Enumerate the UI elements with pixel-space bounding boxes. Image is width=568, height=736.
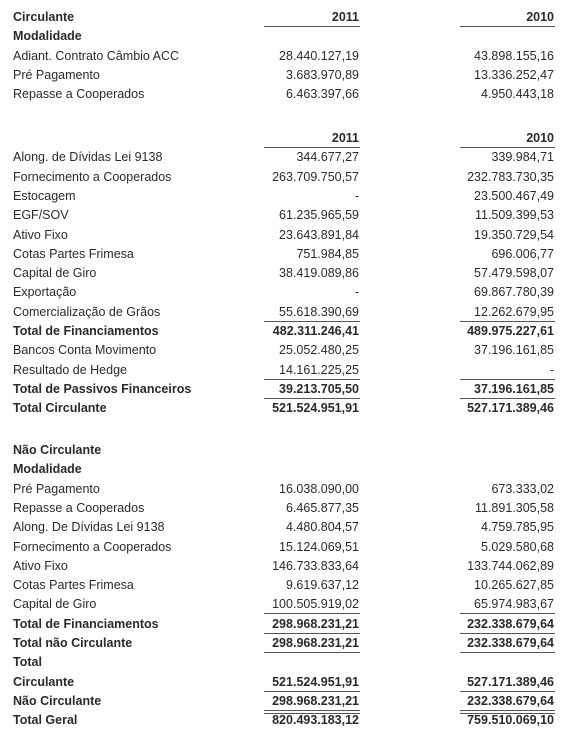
header-row: [0, 8, 568, 27]
table-row: [0, 187, 568, 206]
value-2010: 12.262.679,95: [474, 304, 554, 319]
value-2010: 4.759.785,95: [481, 520, 554, 535]
value-2011: 39.213.705,50: [279, 381, 359, 396]
value-2010: 696.006,77: [491, 246, 554, 261]
value-2010: 11.891.305,58: [474, 500, 554, 515]
row-label: Resultado de Hedge: [13, 362, 127, 377]
row-label: Não Circulante: [13, 693, 102, 708]
row-label: Along. de Dívidas Lei 9138: [13, 150, 163, 165]
value-2011: 16.038.090,00: [279, 481, 359, 496]
table-row: [0, 595, 568, 614]
table-row: [0, 361, 568, 380]
row-label: Cotas Partes Frimesa: [13, 578, 134, 593]
value-2011: 298.968.231,21: [272, 616, 359, 631]
value-2010: 13.336.252,47: [474, 67, 554, 82]
row-label: Fornecimento a Cooperados: [13, 169, 172, 184]
table-row: [0, 264, 568, 283]
table-row: [0, 538, 568, 557]
row-label: Pré Pagamento: [13, 67, 100, 82]
value-2011: 482.311.246,41: [272, 324, 359, 338]
value-2010: 57.479.598,07: [474, 266, 554, 281]
value-2011: 521.524.951,91: [272, 401, 359, 416]
row-label: Along. De Dívidas Lei 9138: [13, 520, 165, 535]
row-label: Adiant. Contrato Câmbio ACC: [13, 48, 180, 63]
table-row: [0, 47, 568, 66]
table-row: [0, 441, 568, 460]
table-row: [0, 673, 568, 692]
value-2011: 263.709.750,57: [272, 169, 359, 184]
table-row: [0, 557, 568, 576]
value-2011: 9.619.637,12: [286, 578, 359, 593]
table-row: [0, 711, 568, 730]
table-row: [0, 148, 568, 167]
value-2010: 133.744.062,89: [467, 558, 554, 573]
row-label: EGF/SOV: [13, 208, 69, 223]
table-row: [0, 226, 568, 245]
table-row: [0, 341, 568, 360]
table-row: [0, 380, 568, 399]
table-row: [0, 168, 568, 187]
value-2011: -: [354, 188, 359, 203]
value-2011: 55.618.390,69: [279, 304, 359, 319]
row-label: Modalidade: [13, 462, 82, 477]
row-label: Circulante: [13, 10, 75, 24]
value-2011: 298.968.231,21: [272, 636, 359, 650]
value-2011: 298.968.231,21: [272, 693, 359, 708]
value-2011: 3.683.970,89: [286, 67, 359, 82]
value-2010: 5.029.580,68: [481, 539, 554, 554]
value-2011: 28.440.127,19: [279, 48, 359, 63]
table-row: [0, 653, 568, 672]
value-2011: -: [354, 285, 359, 300]
row-label: Total de Passivos Financeiros: [13, 381, 192, 396]
value-2010: 4.950.443,18: [481, 87, 554, 102]
value-2010: 69.867.780,39: [474, 285, 554, 300]
row-label: Total não Circulante: [13, 636, 133, 650]
table-row: [0, 283, 568, 302]
table-row: [0, 322, 568, 341]
table-row: [0, 460, 568, 479]
row-label: Total: [13, 655, 42, 670]
row-label: Cotas Partes Frimesa: [13, 246, 134, 261]
value-2010: 673.333,02: [491, 481, 554, 496]
table-row: [0, 615, 568, 634]
table-row: [0, 692, 568, 711]
value-2011: 820.493.183,12: [272, 713, 359, 728]
table-row: [0, 66, 568, 85]
value-2010: 232.338.679,64: [467, 616, 554, 631]
value-2010: 232.783.730,35: [467, 169, 554, 184]
value-2010: 37.196.161,85: [474, 343, 554, 358]
value-2011: 344.677,27: [296, 150, 359, 165]
row-label: Ativo Fixo: [13, 227, 68, 242]
table-row: [0, 399, 568, 418]
row-label: Capital de Giro: [13, 597, 97, 612]
row-label: Total de Financiamentos: [13, 616, 159, 631]
value-2011: 25.052.480,25: [279, 343, 359, 358]
value-2010: 43.898.155,16: [474, 48, 554, 63]
header-row: [0, 129, 568, 148]
row-label: Bancos Conta Movimento: [13, 343, 157, 358]
row-label: Exportação: [13, 285, 77, 300]
value-2010: 19.350.729,54: [474, 227, 554, 242]
row-label: Repasse a Cooperados: [13, 500, 145, 515]
row-label: Total Circulante: [13, 401, 107, 416]
row-label: Estocagem: [13, 188, 76, 203]
value-2011: 100.505.919,02: [272, 597, 359, 612]
value-2010: 339.984,71: [491, 150, 554, 165]
row-label: Total de Financiamentos: [13, 324, 159, 338]
row-label: Modalidade: [13, 29, 82, 44]
value-2011: 146.733.833,64: [272, 558, 359, 573]
value-2010: 527.171.389,46: [467, 674, 554, 689]
row-label: Capital de Giro: [13, 266, 97, 281]
row-label: Total Geral: [13, 713, 78, 728]
value-2011: 15.124.069,51: [279, 539, 359, 554]
value-2010: 232.338.679,64: [467, 636, 554, 650]
table-row: [0, 634, 568, 653]
row-label: Não Circulante: [13, 443, 102, 457]
table-row: [0, 576, 568, 595]
value-2011: 751.984,85: [296, 246, 359, 261]
value-2010: 23.500.467,49: [474, 188, 554, 203]
row-label: Comercialização de Grãos: [13, 304, 161, 319]
value-2010: 11.509.399,53: [474, 208, 554, 223]
row-label: Pré Pagamento: [13, 481, 100, 496]
value-2011: 521.524.951,91: [272, 674, 359, 689]
table-row: [0, 85, 568, 104]
value-2011: 6.463.397,66: [286, 87, 359, 102]
value-2011: 38.419.089,86: [279, 266, 359, 281]
value-2010: 489.975.227,61: [467, 324, 554, 338]
value-2011: 6.465.877,35: [286, 500, 359, 515]
table-row: [0, 245, 568, 264]
value-2011: 14.161.225,25: [279, 362, 359, 377]
row-label: Repasse a Cooperados: [13, 87, 145, 102]
value-2011: 2011: [331, 131, 359, 145]
value-2011: 23.643.891,84: [279, 227, 359, 242]
value-2010: 527.171.389,46: [467, 401, 554, 416]
value-2010: 2010: [526, 10, 554, 24]
value-2010: 65.974.983,67: [474, 597, 554, 612]
value-2011: 61.235.965,59: [279, 208, 359, 223]
table-row: [0, 27, 568, 46]
value-2010: 759.510.069,10: [467, 713, 554, 728]
value-2010: 232.338.679,64: [467, 693, 554, 708]
value-2010: -: [549, 362, 554, 377]
row-label: Circulante: [13, 674, 75, 689]
table-row: [0, 206, 568, 225]
value-2010: 2010: [526, 131, 554, 145]
value-2010: 10.265.627,85: [474, 578, 554, 593]
value-2011: 2011: [331, 10, 359, 24]
value-2010: 37.196.161,85: [474, 381, 554, 396]
table-row: [0, 303, 568, 322]
table-row: [0, 518, 568, 537]
row-label: Fornecimento a Cooperados: [13, 539, 172, 554]
value-2011: 4.480.804,57: [286, 520, 359, 535]
table-row: [0, 480, 568, 499]
row-label: Ativo Fixo: [13, 558, 68, 573]
table-row: [0, 499, 568, 518]
